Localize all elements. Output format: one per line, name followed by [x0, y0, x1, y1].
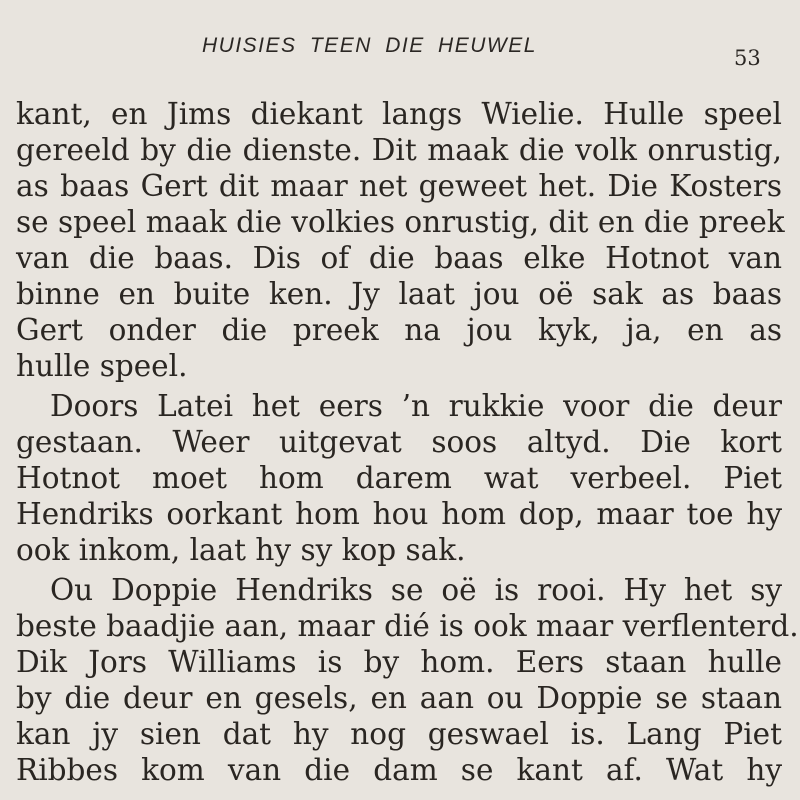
- text-line: Hendriks oorkant hom hou hom dop, maar toe hy: [16, 497, 782, 531]
- running-head: [0, 34, 800, 70]
- text-line: by die deur en gesels, en aan ou Doppie se staan: [16, 681, 782, 715]
- text-line: Ou Doppie Hendriks se oë is rooi. Hy het sy: [50, 573, 782, 607]
- text-line: as baas Gert dit maar net geweet het. Die Kosters: [16, 169, 782, 203]
- text-line: kan jy sien dat hy nog geswael is. Lang Piet: [16, 717, 782, 751]
- text-line: Doors Latei het eers ’n rukkie voor die deur: [50, 389, 782, 423]
- text-line: kant, en Jims diekant langs Wielie. Hulle speel: [16, 97, 782, 131]
- text-line: beste baadjie aan, maar dié is ook maar verflenterd.: [16, 609, 799, 643]
- text-line: se speel maak die volkies onrustig, dit en die preek: [16, 205, 785, 239]
- running-title: HUISIES TEEN DIE HEUWEL: [202, 34, 537, 57]
- body-text: [16, 96, 799, 788]
- text-line: van die baas. Dis of die baas elke Hotnot van: [16, 241, 782, 275]
- text-line: Ribbes kom van die dam se kant af. Wat hy: [16, 753, 782, 787]
- text-line: Dik Jors Williams is by hom. Eers staan hulle: [16, 645, 782, 679]
- text-line: Gert onder die preek na jou kyk, ja, en as: [16, 313, 782, 347]
- text-line: hulle speel.: [16, 349, 188, 383]
- text-line: ook inkom, laat hy sy kop sak.: [16, 533, 466, 567]
- text-line: gereeld by die dienste. Dit maak die volk onrustig,: [16, 133, 782, 167]
- text-line: Hotnot moet hom darem wat verbeel. Piet: [16, 461, 782, 495]
- page-number: 53: [734, 46, 761, 70]
- text-line: gestaan. Weer uitgevat soos altyd. Die kort: [16, 425, 782, 459]
- text-line: binne en buite ken. Jy laat jou oë sak as baas: [16, 277, 782, 311]
